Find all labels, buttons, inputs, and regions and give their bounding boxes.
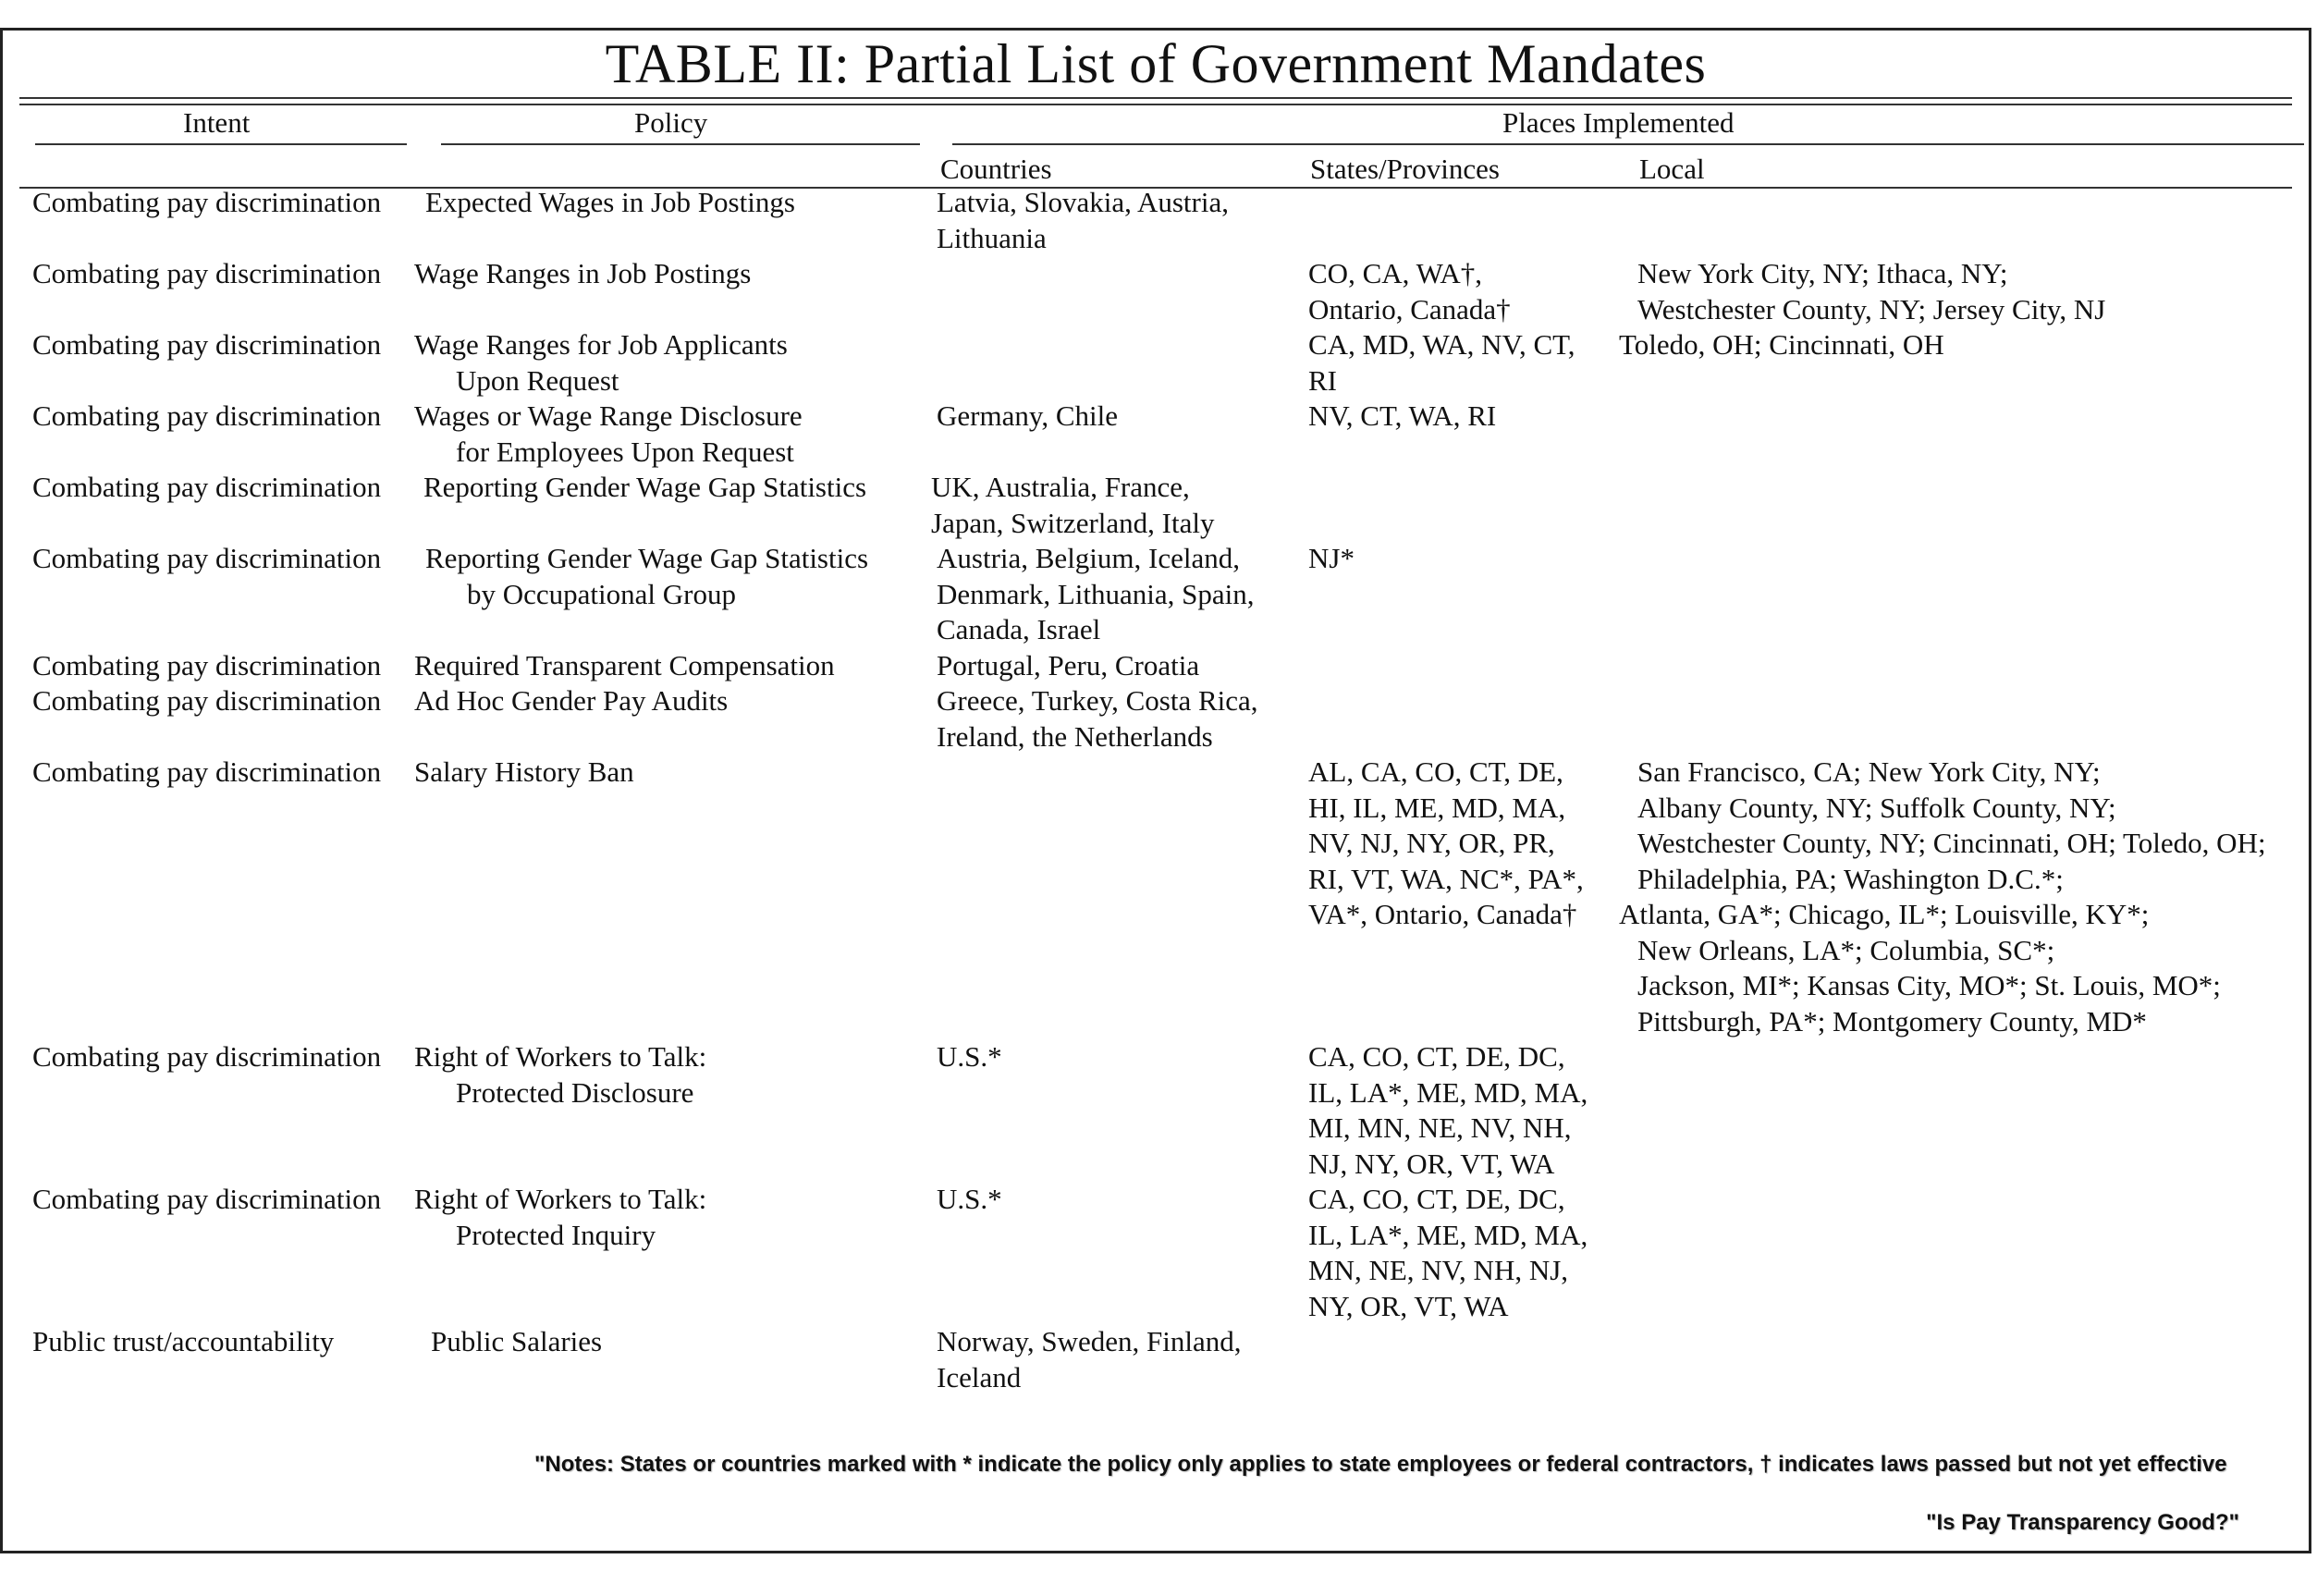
intent-underline <box>35 143 407 145</box>
policy-cell <box>431 1324 602 1360</box>
intent-cell <box>32 1182 381 1218</box>
cell-line: Combating pay discrimination <box>32 542 382 574</box>
intent-cell <box>32 327 381 363</box>
countries-cell <box>937 399 1118 435</box>
cell-line: Public trust/accountability <box>32 1325 335 1357</box>
cell-line: San Francisco, CA; New York City, NY; <box>1637 755 2101 788</box>
countries-cell <box>937 541 1255 648</box>
cell-line: MN, NE, NV, NH, NJ, <box>1308 1254 1569 1286</box>
cell-line: Canada, Israel <box>937 613 1101 645</box>
cell-line: NJ* <box>1308 542 1355 574</box>
cell-line: Protected Disclosure <box>456 1075 694 1109</box>
cell-line: New Orleans, LA*; Columbia, SC*; <box>1637 933 2055 966</box>
places-underline <box>952 143 2304 145</box>
cell-line: U.S.* <box>937 1183 1002 1215</box>
countries-cell <box>937 1039 1002 1075</box>
cell-line: Greece, Turkey, Costa Rica, <box>937 684 1258 717</box>
cell-line: Albany County, NY; Suffolk County, NY; <box>1637 791 2116 824</box>
header-countries: Countries <box>940 153 1052 185</box>
cell-line: IL, LA*, ME, MD, MA, <box>1308 1075 1588 1109</box>
intent-cell <box>32 185 381 221</box>
cell-line: NJ, NY, OR, VT, WA <box>1308 1147 1555 1180</box>
cell-line: Reporting Gender Wage Gap Statistics <box>423 471 867 503</box>
cell-line: RI, VT, WA, NC*, PA*, <box>1308 862 1584 895</box>
cell-line: HI, IL, ME, MD, MA, <box>1308 791 1566 824</box>
cell-line: Combating pay discrimination <box>32 1040 382 1073</box>
policy-cell <box>425 185 795 221</box>
intent-cell <box>32 256 381 292</box>
cell-line: Right of Workers to Talk: <box>414 1040 707 1073</box>
title-rule-bottom <box>19 104 2292 105</box>
intent-cell <box>32 755 381 791</box>
policy-cell <box>414 1182 706 1253</box>
source-caption: "Is Pay Transparency Good?" <box>1926 1510 2239 1535</box>
cell-line: NV, CT, WA, RI <box>1308 399 1497 432</box>
policy-cell <box>414 648 835 684</box>
countries-cell <box>937 1324 1241 1395</box>
cell-line: Atlanta, GA*; Chicago, IL*; Louisville, KY*; <box>1619 898 2150 930</box>
policy-cell <box>414 399 803 470</box>
local-cell <box>1637 256 2105 327</box>
cell-line: U.S.* <box>937 1040 1002 1073</box>
policy-cell <box>414 256 751 292</box>
cell-line: by Occupational Group <box>467 577 736 610</box>
policy-cell <box>414 1039 706 1111</box>
cell-line: Right of Workers to Talk: <box>414 1183 707 1215</box>
cell-line: Wage Ranges for Job Applicants <box>414 328 788 361</box>
local-cell <box>1619 327 1944 363</box>
policy-cell <box>425 541 868 612</box>
cell-line: IL, LA*, ME, MD, MA, <box>1308 1218 1588 1251</box>
cell-line: Reporting Gender Wage Gap Statistics <box>425 542 869 574</box>
cell-line: CO, CA, WA†, <box>1308 257 1483 289</box>
states-cell <box>1308 256 1511 327</box>
cell-line: Upon Request <box>456 363 619 397</box>
cell-line: NV, NJ, NY, OR, PR, <box>1308 827 1555 859</box>
cell-line: Japan, Switzerland, Italy <box>931 506 1215 539</box>
cell-line: Wage Ranges in Job Postings <box>414 257 752 289</box>
cell-line: Philadelphia, PA; Washington D.C.*; <box>1637 862 2064 895</box>
cell-line: Ad Hoc Gender Pay Audits <box>414 684 729 717</box>
cell-line: VA*, Ontario, Canada† <box>1308 898 1577 930</box>
cell-line: Denmark, Lithuania, Spain, <box>937 577 1255 610</box>
cell-line: Westchester County, NY; Cincinnati, OH; Toledo, OH; <box>1637 827 2266 859</box>
cell-line: Pittsburgh, PA*; Montgomery County, MD* <box>1637 1004 2147 1037</box>
states-cell <box>1308 1182 1588 1324</box>
cell-line: Portugal, Peru, Croatia <box>937 648 1200 681</box>
countries-cell <box>937 185 1229 256</box>
cell-line: Iceland <box>937 1360 1022 1393</box>
header-local: Local <box>1639 153 1705 185</box>
cell-line: Combating pay discrimination <box>32 328 382 361</box>
cell-line: Combating pay discrimination <box>32 257 382 289</box>
policy-underline <box>441 143 920 145</box>
states-cell <box>1308 541 1355 577</box>
header-places: Places Implemented <box>1502 106 1735 139</box>
countries-cell <box>937 1182 1002 1218</box>
intent-cell <box>32 541 381 577</box>
states-cell <box>1308 755 1584 933</box>
cell-line: AL, CA, CO, CT, DE, <box>1308 755 1563 788</box>
header-states: States/Provinces <box>1310 153 1500 185</box>
policy-cell <box>414 327 788 399</box>
cell-line: Wages or Wage Range Disclosure <box>414 399 803 432</box>
intent-cell <box>32 1324 334 1360</box>
policy-cell <box>414 755 634 791</box>
intent-cell <box>32 399 381 435</box>
cell-line: NY, OR, VT, WA <box>1308 1289 1509 1322</box>
states-cell <box>1308 399 1496 435</box>
local-cell <box>1619 755 2266 1039</box>
states-cell <box>1308 327 1575 399</box>
cell-line: Combating pay discrimination <box>32 399 382 432</box>
cell-line: Combating pay discrimination <box>32 648 382 681</box>
countries-cell <box>931 470 1214 541</box>
cell-line: Austria, Belgium, Iceland, <box>937 542 1240 574</box>
cell-line: Lithuania <box>937 221 1047 254</box>
cell-line: Combating pay discrimination <box>32 471 382 503</box>
cell-line: UK, Australia, France, <box>931 471 1190 503</box>
cell-line: Combating pay discrimination <box>32 684 382 717</box>
table-notes: "Notes: States or countries marked with * indicate the policy only applies to state employees or federal contractors, † indicates laws passed but not yet effective <box>534 1452 2227 1477</box>
cell-line: Combating pay discrimination <box>32 1183 382 1215</box>
cell-line: for Employees Upon Request <box>456 435 794 468</box>
intent-cell <box>32 648 381 684</box>
cell-line: Ontario, Canada† <box>1308 292 1511 325</box>
intent-cell <box>32 683 381 719</box>
policy-cell <box>414 683 728 719</box>
cell-line: Expected Wages in Job Postings <box>425 186 795 218</box>
cell-line: Required Transparent Compensation <box>414 648 835 681</box>
countries-cell <box>937 683 1258 755</box>
cell-line: CA, MD, WA, NV, CT, <box>1308 328 1575 361</box>
cell-line: Westchester County, NY; Jersey City, NJ <box>1637 292 2106 325</box>
cell-line: Norway, Sweden, Finland, <box>937 1325 1242 1357</box>
countries-cell <box>937 648 1199 684</box>
cell-line: New York City, NY; Ithaca, NY; <box>1637 257 2008 289</box>
policy-cell <box>423 470 866 506</box>
header-policy: Policy <box>634 106 708 139</box>
table-title: TABLE II: Partial List of Government Mandates <box>605 33 1707 94</box>
header-intent: Intent <box>183 106 251 139</box>
cell-line: Combating pay discrimination <box>32 186 382 218</box>
states-cell <box>1308 1039 1588 1182</box>
cell-line: Combating pay discrimination <box>32 755 382 788</box>
cell-line: Latvia, Slovakia, Austria, <box>937 186 1229 218</box>
cell-line: RI <box>1308 363 1337 397</box>
intent-cell <box>32 1039 381 1075</box>
cell-line: Public Salaries <box>431 1325 603 1357</box>
intent-cell <box>32 470 381 506</box>
cell-line: CA, CO, CT, DE, DC, <box>1308 1183 1565 1215</box>
cell-line: Jackson, MI*; Kansas City, MO*; St. Louis, MO*; <box>1637 969 2221 1001</box>
cell-line: Salary History Ban <box>414 755 634 788</box>
cell-line: Protected Inquiry <box>456 1218 656 1251</box>
cell-line: Toledo, OH; Cincinnati, OH <box>1619 328 1944 361</box>
cell-line: MI, MN, NE, NV, NH, <box>1308 1111 1572 1144</box>
cell-line: Ireland, the Netherlands <box>937 719 1213 753</box>
title-rule-top <box>19 97 2292 99</box>
cell-line: Germany, Chile <box>937 399 1118 432</box>
cell-line: CA, CO, CT, DE, DC, <box>1308 1040 1565 1073</box>
table-figure <box>0 28 2311 1553</box>
